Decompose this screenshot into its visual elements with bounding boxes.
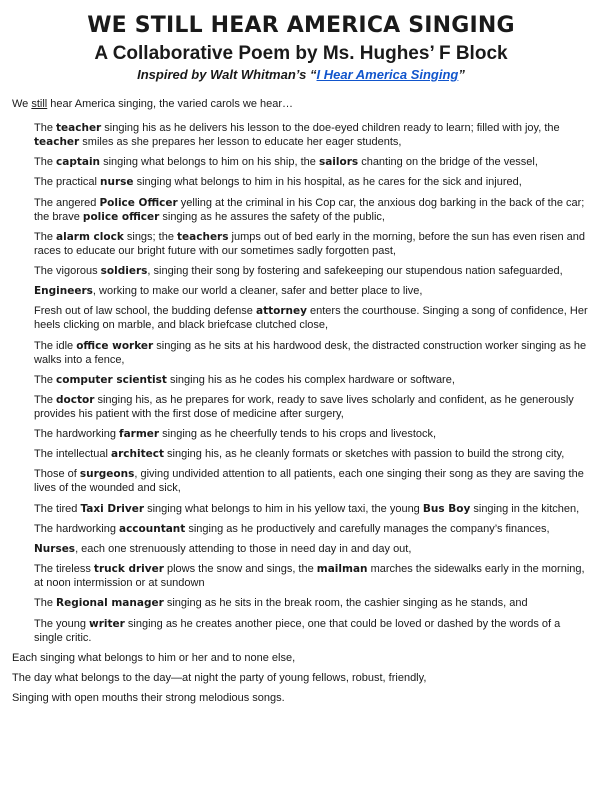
stanza-text: , giving undivided attention to all patients, each one singing their song as they are saving the lives of the wounded and sick, — [34, 468, 584, 495]
occupation-highlight: Engineers — [34, 285, 93, 298]
closing-lines — [12, 651, 590, 705]
stanza-text: singing what belongs to him in his hospital, as he cares for the sick and injured, — [133, 176, 522, 189]
occupation-highlight: architect — [111, 448, 164, 461]
stanza-text: , each one strenuously attending to those in need day in and day out, — [75, 543, 412, 555]
occupation-highlight: sailors — [318, 156, 359, 169]
stanza-text: The tireless — [34, 563, 94, 576]
stanza-text: smiles as she prepares her lesson to educate her eager students, — [79, 136, 402, 148]
stanza-text: The intellectual — [34, 448, 112, 461]
stanza — [34, 284, 590, 298]
stanza-text: The vigorous — [34, 264, 101, 277]
stanza — [34, 542, 590, 556]
stanza-text: The — [34, 156, 57, 169]
stanza-text: marches the sidewalks early in the morning, at noon intermission or at sundown — [34, 563, 585, 590]
intro-pre: We — [12, 98, 32, 110]
stanza-text: chanting on the bridge of the vessel, — [358, 156, 538, 169]
stanza-text: singing his as he codes his complex hardware or software, — [166, 373, 455, 386]
occupation-highlight: attorney — [255, 305, 307, 318]
stanza-text: sings; the — [123, 230, 178, 243]
occupation-highlight: accountant — [119, 522, 186, 535]
stanza — [34, 393, 590, 421]
closing-line: Each singing what belongs to him or her and to none else, — [12, 651, 296, 664]
stanza — [34, 304, 590, 332]
stanza-text: The — [34, 373, 57, 386]
whitman-poem-link[interactable]: I Hear America Singing — [316, 67, 459, 82]
stanza — [34, 467, 590, 495]
intro-post: hear America singing, the varied carols we hear… — [47, 98, 294, 110]
stanza-text: The tired — [34, 502, 81, 515]
occupation-highlight: police officer — [82, 210, 160, 223]
stanza — [34, 373, 590, 387]
stanza-text: The — [34, 122, 57, 134]
occupation-highlight: Taxi Driver — [80, 502, 145, 515]
occupation-highlight: soldiers — [100, 264, 148, 277]
stanza-text: The hardworking — [34, 428, 119, 441]
stanza-text: plows the snow and sings, the — [163, 563, 317, 576]
stanza — [34, 562, 590, 590]
stanza — [34, 596, 590, 610]
occupation-highlight: truck driver — [93, 563, 164, 576]
occupation-highlight: captain — [56, 156, 101, 169]
stanza-text: singing as he cheerfully tends to his crops and livestock, — [159, 428, 437, 441]
stanza-text: singing as he creates another piece, one that could be loved or dashed by the words of a single critic. — [34, 617, 561, 644]
occupation-highlight: surgeons — [79, 468, 135, 481]
stanza-text: singing what belongs to him in his yellow taxi, the young — [144, 502, 423, 515]
occupation-highlight: Nurses — [34, 543, 76, 555]
stanza-text: singing as he sits in the break room, the cashier singing as he stands, and — [163, 597, 528, 610]
inspiration-suffix: ” — [458, 67, 465, 82]
occupation-highlight: teachers — [177, 230, 229, 243]
closing-line: The day what belongs to the day—at night the party of young fellows, robust, friendly, — [12, 671, 427, 684]
occupation-highlight: nurse — [100, 176, 134, 189]
stanza-text: singing his as he delivers his lesson to the doe-eyed children ready to learn; filled with joy, the — [101, 122, 560, 134]
stanza — [34, 447, 590, 461]
stanza-text: singing his, as he prepares for work, ready to save lives scholarly and confident, as he generously provides his patient with the first dose of medicine after surgery, — [34, 393, 574, 420]
stanza-text: The idle — [34, 339, 77, 352]
occupation-highlight: writer — [89, 617, 125, 630]
stanza-text: singing his, as he cleanly formats or sketches with passion to build the strong city, — [164, 448, 565, 461]
intro-underlined-word: still — [31, 98, 48, 110]
occupation-highlight: mailman — [316, 563, 368, 576]
stanza-text: The — [34, 393, 57, 406]
stanza — [34, 617, 590, 645]
occupation-highlight: Regional manager — [56, 597, 164, 610]
occupation-highlight: Police Officer — [99, 196, 178, 209]
occupation-highlight: computer scientist — [56, 373, 167, 386]
stanza — [34, 427, 590, 441]
intro-line — [12, 97, 590, 111]
stanza-text: singing as he sits at his hardwood desk, the distracted construction worker singing as he walks into a fence, — [34, 339, 587, 366]
stanza — [34, 196, 590, 224]
occupation-highlight: Bus Boy — [422, 502, 471, 515]
stanza-text: yelling at the criminal in his Cop car, the anxious dog barking in the back of the car; the brave — [34, 196, 585, 223]
stanza-text: , working to make our world a cleaner, safer and better place to live, — [92, 285, 423, 298]
stanza — [34, 339, 590, 367]
occupation-highlight: office worker — [76, 339, 154, 352]
stanza-text: The — [34, 597, 57, 610]
stanza — [34, 230, 590, 258]
poem-title: WE STILL HEAR AMERICA SINGING — [87, 13, 515, 38]
occupation-highlight: alarm clock — [56, 230, 124, 243]
occupation-highlight: teacher — [34, 136, 80, 148]
stanza-text: The young — [34, 617, 90, 630]
stanza — [34, 155, 590, 169]
stanza-text: Fresh out of law school, the budding defense — [34, 305, 256, 318]
stanza — [34, 264, 590, 278]
poem-subtitle: A Collaborative Poem by Ms. Hughes’ F Block — [94, 43, 508, 64]
occupation-highlight: teacher — [56, 122, 102, 134]
stanza-text: , singing their song by fostering and safekeeping our stupendous nation safeguarded, — [147, 264, 563, 277]
stanza-text: The practical — [34, 176, 101, 189]
stanza — [34, 121, 590, 149]
stanza-list — [12, 121, 590, 645]
stanza-text: singing in the kitchen, — [470, 502, 580, 515]
stanza-text: singing as he productively and carefully manages the company’s finances, — [185, 522, 550, 535]
stanza-text: singing what belongs to him on his ship, the — [100, 156, 319, 169]
stanza-text: enters the courthouse. Singing a song of confidence, Her heels clicking on marble, and black briefcase clutched close, — [34, 305, 588, 332]
stanza-text: singing as he assures the safety of the public, — [159, 210, 385, 223]
stanza — [34, 175, 590, 189]
inspiration-prefix: Inspired by Walt Whitman’s “ — [137, 67, 317, 82]
stanza-text: The angered — [34, 196, 100, 209]
stanza-text: jumps out of bed early in the morning, before the sun has even risen and races to educate our bright future with our sometimes sadly forgotten past, — [34, 230, 585, 257]
stanza — [34, 502, 590, 516]
closing-line: Singing with open mouths their strong melodious songs. — [12, 692, 285, 705]
stanza-text: The hardworking — [34, 522, 119, 535]
occupation-highlight: farmer — [119, 428, 160, 441]
inspiration-line — [12, 66, 590, 83]
occupation-highlight: doctor — [56, 393, 95, 406]
stanza — [34, 522, 590, 536]
stanza-text: Those of — [34, 468, 80, 481]
stanza-text: The — [34, 230, 57, 243]
